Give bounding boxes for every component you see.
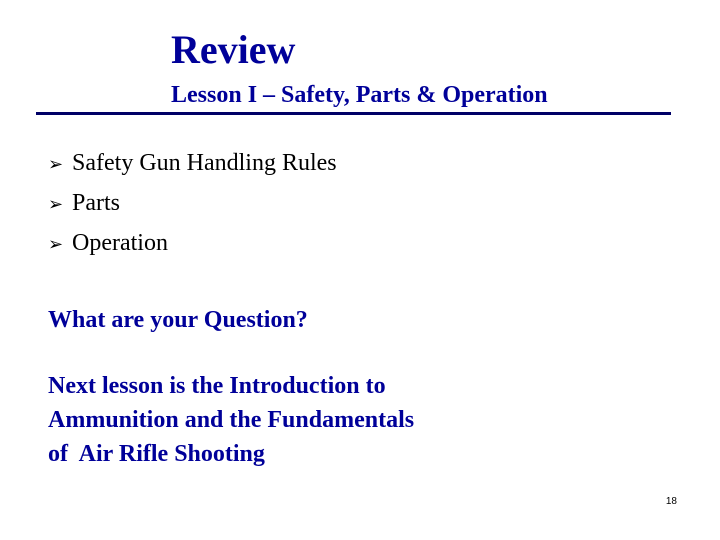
arrow-bullet-icon: ➢: [48, 194, 64, 215]
bullet-text: Safety Gun Handling Rules: [72, 150, 337, 176]
bullet-list: [48, 146, 337, 266]
bullet-item-operation: [48, 226, 337, 266]
arrow-bullet-icon: ➢: [48, 234, 64, 255]
page-number: 18: [665, 496, 677, 507]
bullet-text: Parts: [72, 190, 120, 216]
bullet-item-parts: [48, 186, 337, 226]
next-lesson-line: Next lesson is the Introduction to: [48, 373, 386, 399]
slide-subtitle: Lesson I – Safety, Parts & Operation: [171, 82, 548, 108]
next-lesson-text: [48, 369, 414, 471]
next-lesson-line: of Air Rifle Shooting: [48, 441, 265, 467]
bullet-text: Operation: [72, 230, 168, 256]
slide-title: Review: [171, 27, 296, 72]
question-prompt: What are your Question?: [48, 307, 308, 333]
arrow-bullet-icon: ➢: [48, 154, 64, 175]
next-lesson-line: Ammunition and the Fundamentals: [48, 407, 415, 433]
bullet-item-safety-rules: [48, 146, 337, 186]
heading-divider: [36, 112, 671, 115]
